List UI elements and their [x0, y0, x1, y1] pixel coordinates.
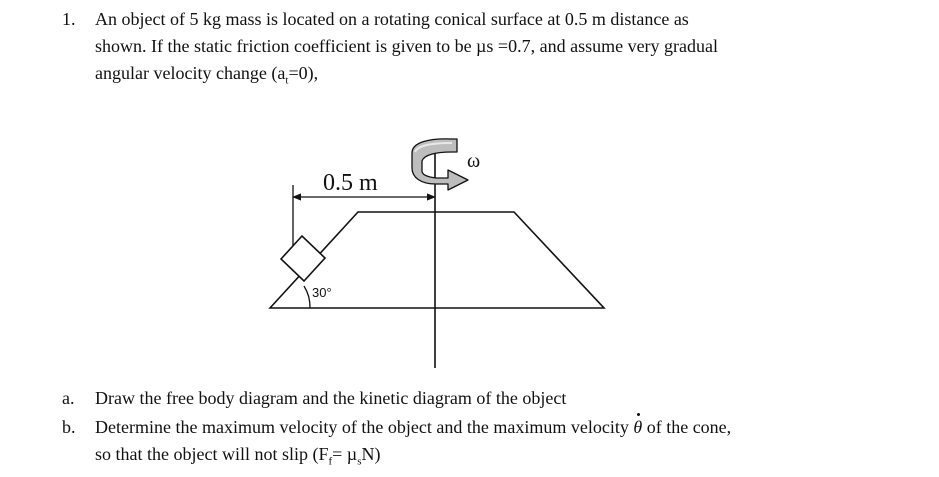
angle-arc	[304, 286, 310, 308]
line3-prefix: angular velocity change (a	[95, 63, 286, 83]
line3-suffix: =0),	[288, 63, 319, 83]
part-b-sub-s: s	[357, 455, 362, 468]
part-b-sub-f: f	[328, 455, 333, 468]
problem-text-line-2: shown. If the static friction coefficient is given to be µs =0.7, and assume very gradual	[95, 36, 719, 56]
part-b-text-before: Determine the maximum velocity of the object and the maximum velocity	[95, 417, 634, 437]
part-b-text-line-1	[95, 416, 731, 438]
line3-subscript: t	[285, 74, 289, 87]
angle-label: 30°	[312, 285, 332, 300]
part-b-text-after: of the cone,	[642, 417, 732, 437]
distance-label: 0.5 m	[323, 170, 378, 196]
omega-label: ω	[467, 150, 481, 172]
problem-text-line-1: An object of 5 kg mass is located on a rotating conical surface at 0.5 m distance as	[95, 9, 689, 29]
theta-dot-symbol: θ	[633, 417, 643, 437]
part-b-line2-prefix: so that the object will not slip (F	[95, 444, 329, 464]
part-b-text-line-2	[95, 443, 380, 473]
part-b-line2-mid: = µ	[332, 444, 358, 464]
part-a-text: Draw the free body diagram and the kinetic diagram of the object	[95, 388, 567, 408]
part-b-letter: b.	[62, 417, 76, 437]
problem-number: 1.	[62, 9, 76, 29]
part-a-letter: a.	[62, 388, 75, 408]
part-b-line2-suffix: N)	[361, 444, 381, 464]
block-object	[281, 236, 325, 281]
